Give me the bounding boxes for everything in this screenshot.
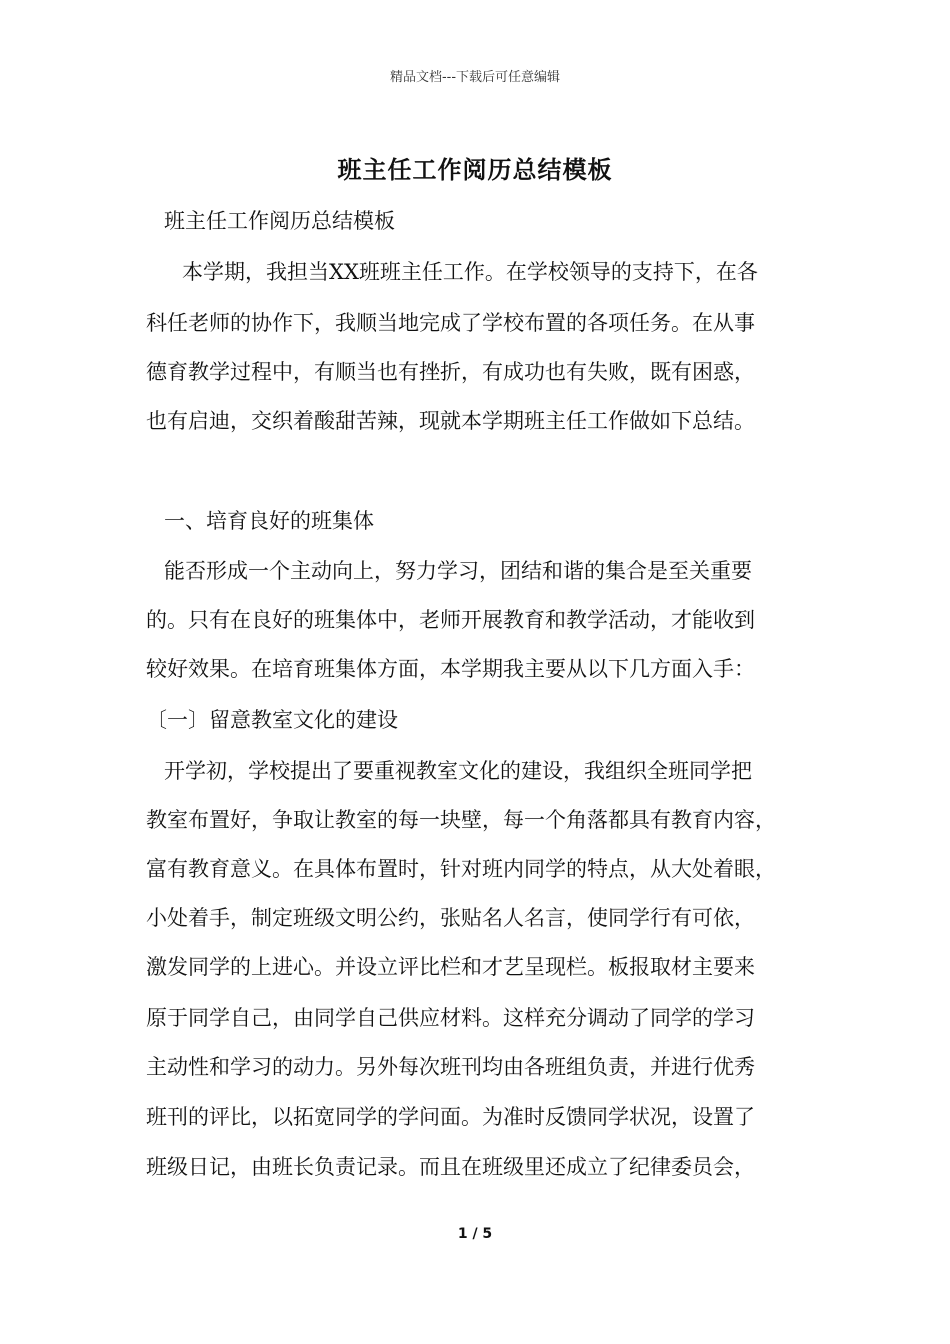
body-line: 也有启迪，交织着酸甜苦辣，现就本学期班主任工作做如下总结。 (146, 409, 755, 433)
body-line: 班刊的评比，以拓宽同学的学问面。为准时反馈同学状况，设置了 (146, 1105, 755, 1129)
body-line: 班级日记，由班长负责记录。而且在班级里还成立了纪律委员会， (146, 1155, 755, 1179)
body-line: 富有教育意义。在具体布置时，针对班内同学的特点，从大处着眼， (146, 857, 776, 881)
body-line: 的。只有在良好的班集体中，老师开展教育和教学活动，才能收到 (146, 608, 755, 632)
body-line: 主动性和学习的动力。另外每次班刊均由各班组负责，并进行优秀 (146, 1055, 755, 1079)
body-line: 能否形成一个主动向上，努力学习，团结和谐的集合是至关重要 (164, 559, 752, 583)
body-line: 小处着手，制定班级文明公约，张贴名人名言，使同学行有可依， (146, 906, 755, 930)
page-header: 精品文档---下载后可任意编辑 (389, 70, 561, 85)
body-line: 原于同学自己，由同学自己供应材料。这样充分调动了同学的学习 (146, 1006, 755, 1030)
document-title: 班主任工作阅历总结模板 (337, 155, 613, 184)
body-line: 本学期，我担当XX班班主任工作。在学校领导的支持下，在各 (182, 260, 758, 284)
body-line: 开学初，学校提出了要重视教室文化的建设，我组织全班同学把 (164, 759, 752, 783)
subsection-heading: 〔一〕留意教室文化的建设 (146, 708, 398, 732)
body-line: 科任老师的协作下，我顺当地完成了学校布置的各项任务。在从事 (146, 311, 755, 335)
body-line: 激发同学的上进心。并设立评比栏和才艺呈现栏。板报取材主要来 (146, 955, 755, 979)
subtitle-line: 班主任工作阅历总结模板 (164, 209, 395, 233)
section-heading: 一、培育良好的班集体 (164, 509, 374, 533)
body-line: 较好效果。在培育班集体方面，本学期我主要从以下几方面入手： (146, 657, 755, 681)
page-number: 1 / 5 (457, 1226, 493, 1242)
body-line: 德育教学过程中，有顺当也有挫折，有成功也有失败，既有困惑， (146, 360, 755, 384)
body-line: 教室布置好，争取让教室的每一块壁，每一个角落都具有教育内容， (146, 808, 776, 832)
